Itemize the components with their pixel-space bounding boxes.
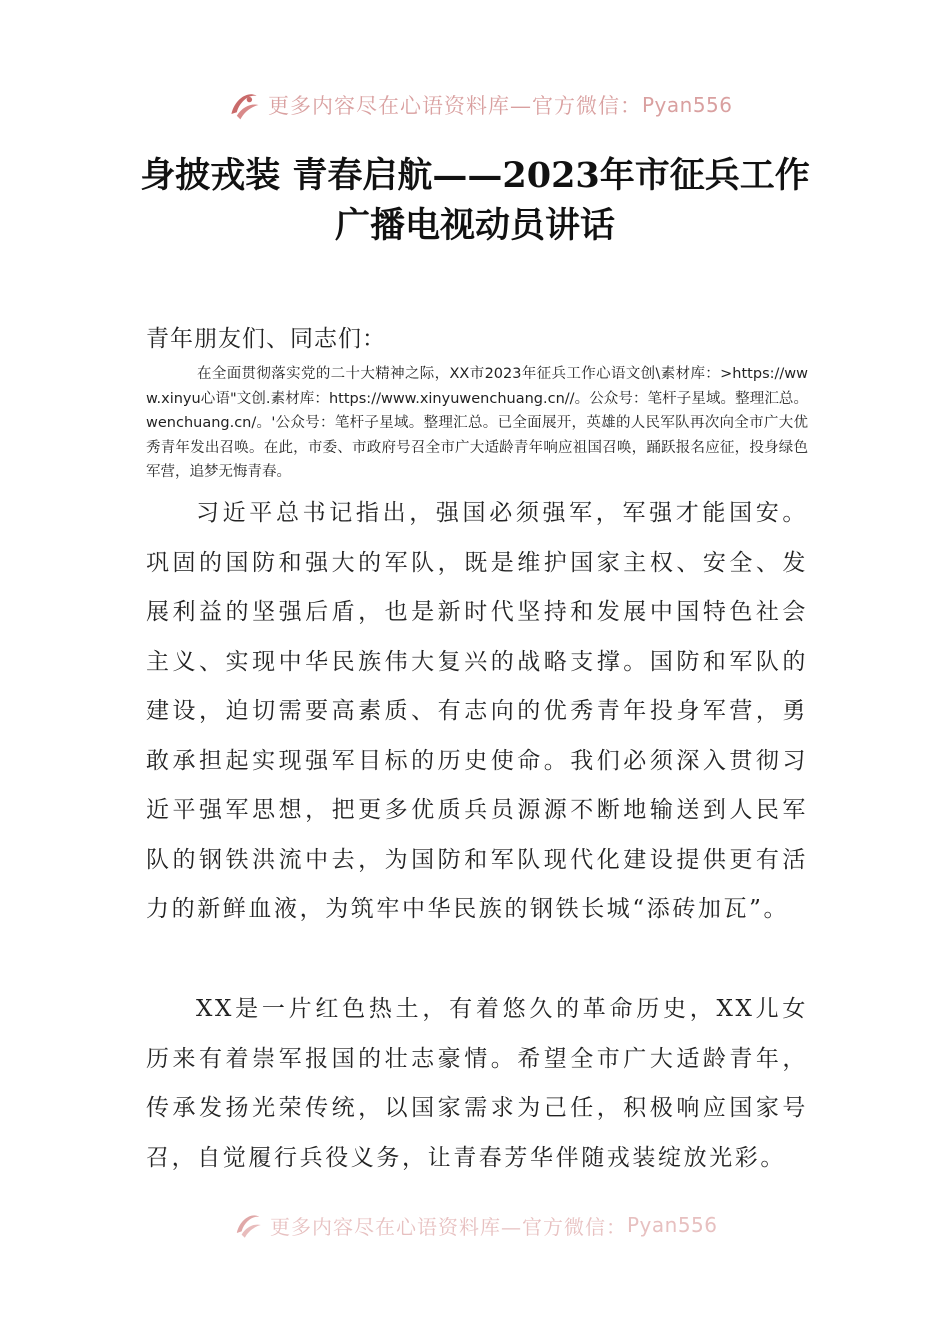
body-paragraph-1: 习近平总书记指出，强国必须强军，军强才能国安。巩固的国防和强大的军队，既是维护国家主权、安全、发展利益的坚强后盾，也是新时代坚持和发展中国特色社会主义、实现中华民族伟大复兴的战略支撑。国防和军队的建设，迫切需要高素质、有志向的优秀青年投身军营，勇敢承担起实现强军目标的历史使命。我们必须深入贯彻习近平强军思想，把更多优质兵员源源不断地输送到人民军队的钢铁洪流中去，为国防和军队现代化建设提供更有活力的新鲜血液，为筑牢中华民族的钢铁长城“添砖加瓦”。 [146,500,808,922]
header-watermark-id: Pyan556 [642,93,733,117]
footer-watermark-id: Pyan556 [627,1213,718,1237]
document-title-line-1: 身披戎装 青春启航——2023年市征兵工作 [140,155,810,196]
header-watermark-text: 更多内容尽在心语资料库—官方微信： [268,94,642,118]
body-paragraph-2: XX是一片红色热土，有着悠久的革命历史，XX儿女历来有着崇军报国的壮志豪情。希望全市广大适龄青年，传承发扬光荣传统，以国家需求为己任，积极响应国家号召，自觉履行兵役义务，让青春芳华伴随戎装绽放光彩。 [146,996,808,1171]
footer-watermark [232,1208,718,1242]
footer-watermark-text: 更多内容尽在心语资料库—官方微信： [270,1214,627,1239]
header-watermark [226,86,733,124]
salutation: 青年朋友们、同志们： [146,326,386,352]
brand-logo-icon [232,1209,264,1241]
document-title-line-2: 广播电视动员讲话 [334,205,615,246]
intro-paragraph: 在全面贯彻落实党的二十大精神之际，XX市2023年征兵工作心语文创\素材库：>https://www.xinyu心语"文创.素材库：https://www.xinyuwenchuang.cn//。公众号：笔杆子星域。整理汇总。wenchuang.cn/。'公众号：笔杆子星域。整理汇总。已全面展开，英雄的人民军队再次向全市广大优秀青年发出召唤。在此，市委、市政府号召全市广大适龄青年响应祖国召唤，踊跃报名应征，投身绿色军营，追梦无悔青春。 [146,366,808,481]
brand-logo-icon [226,87,262,123]
